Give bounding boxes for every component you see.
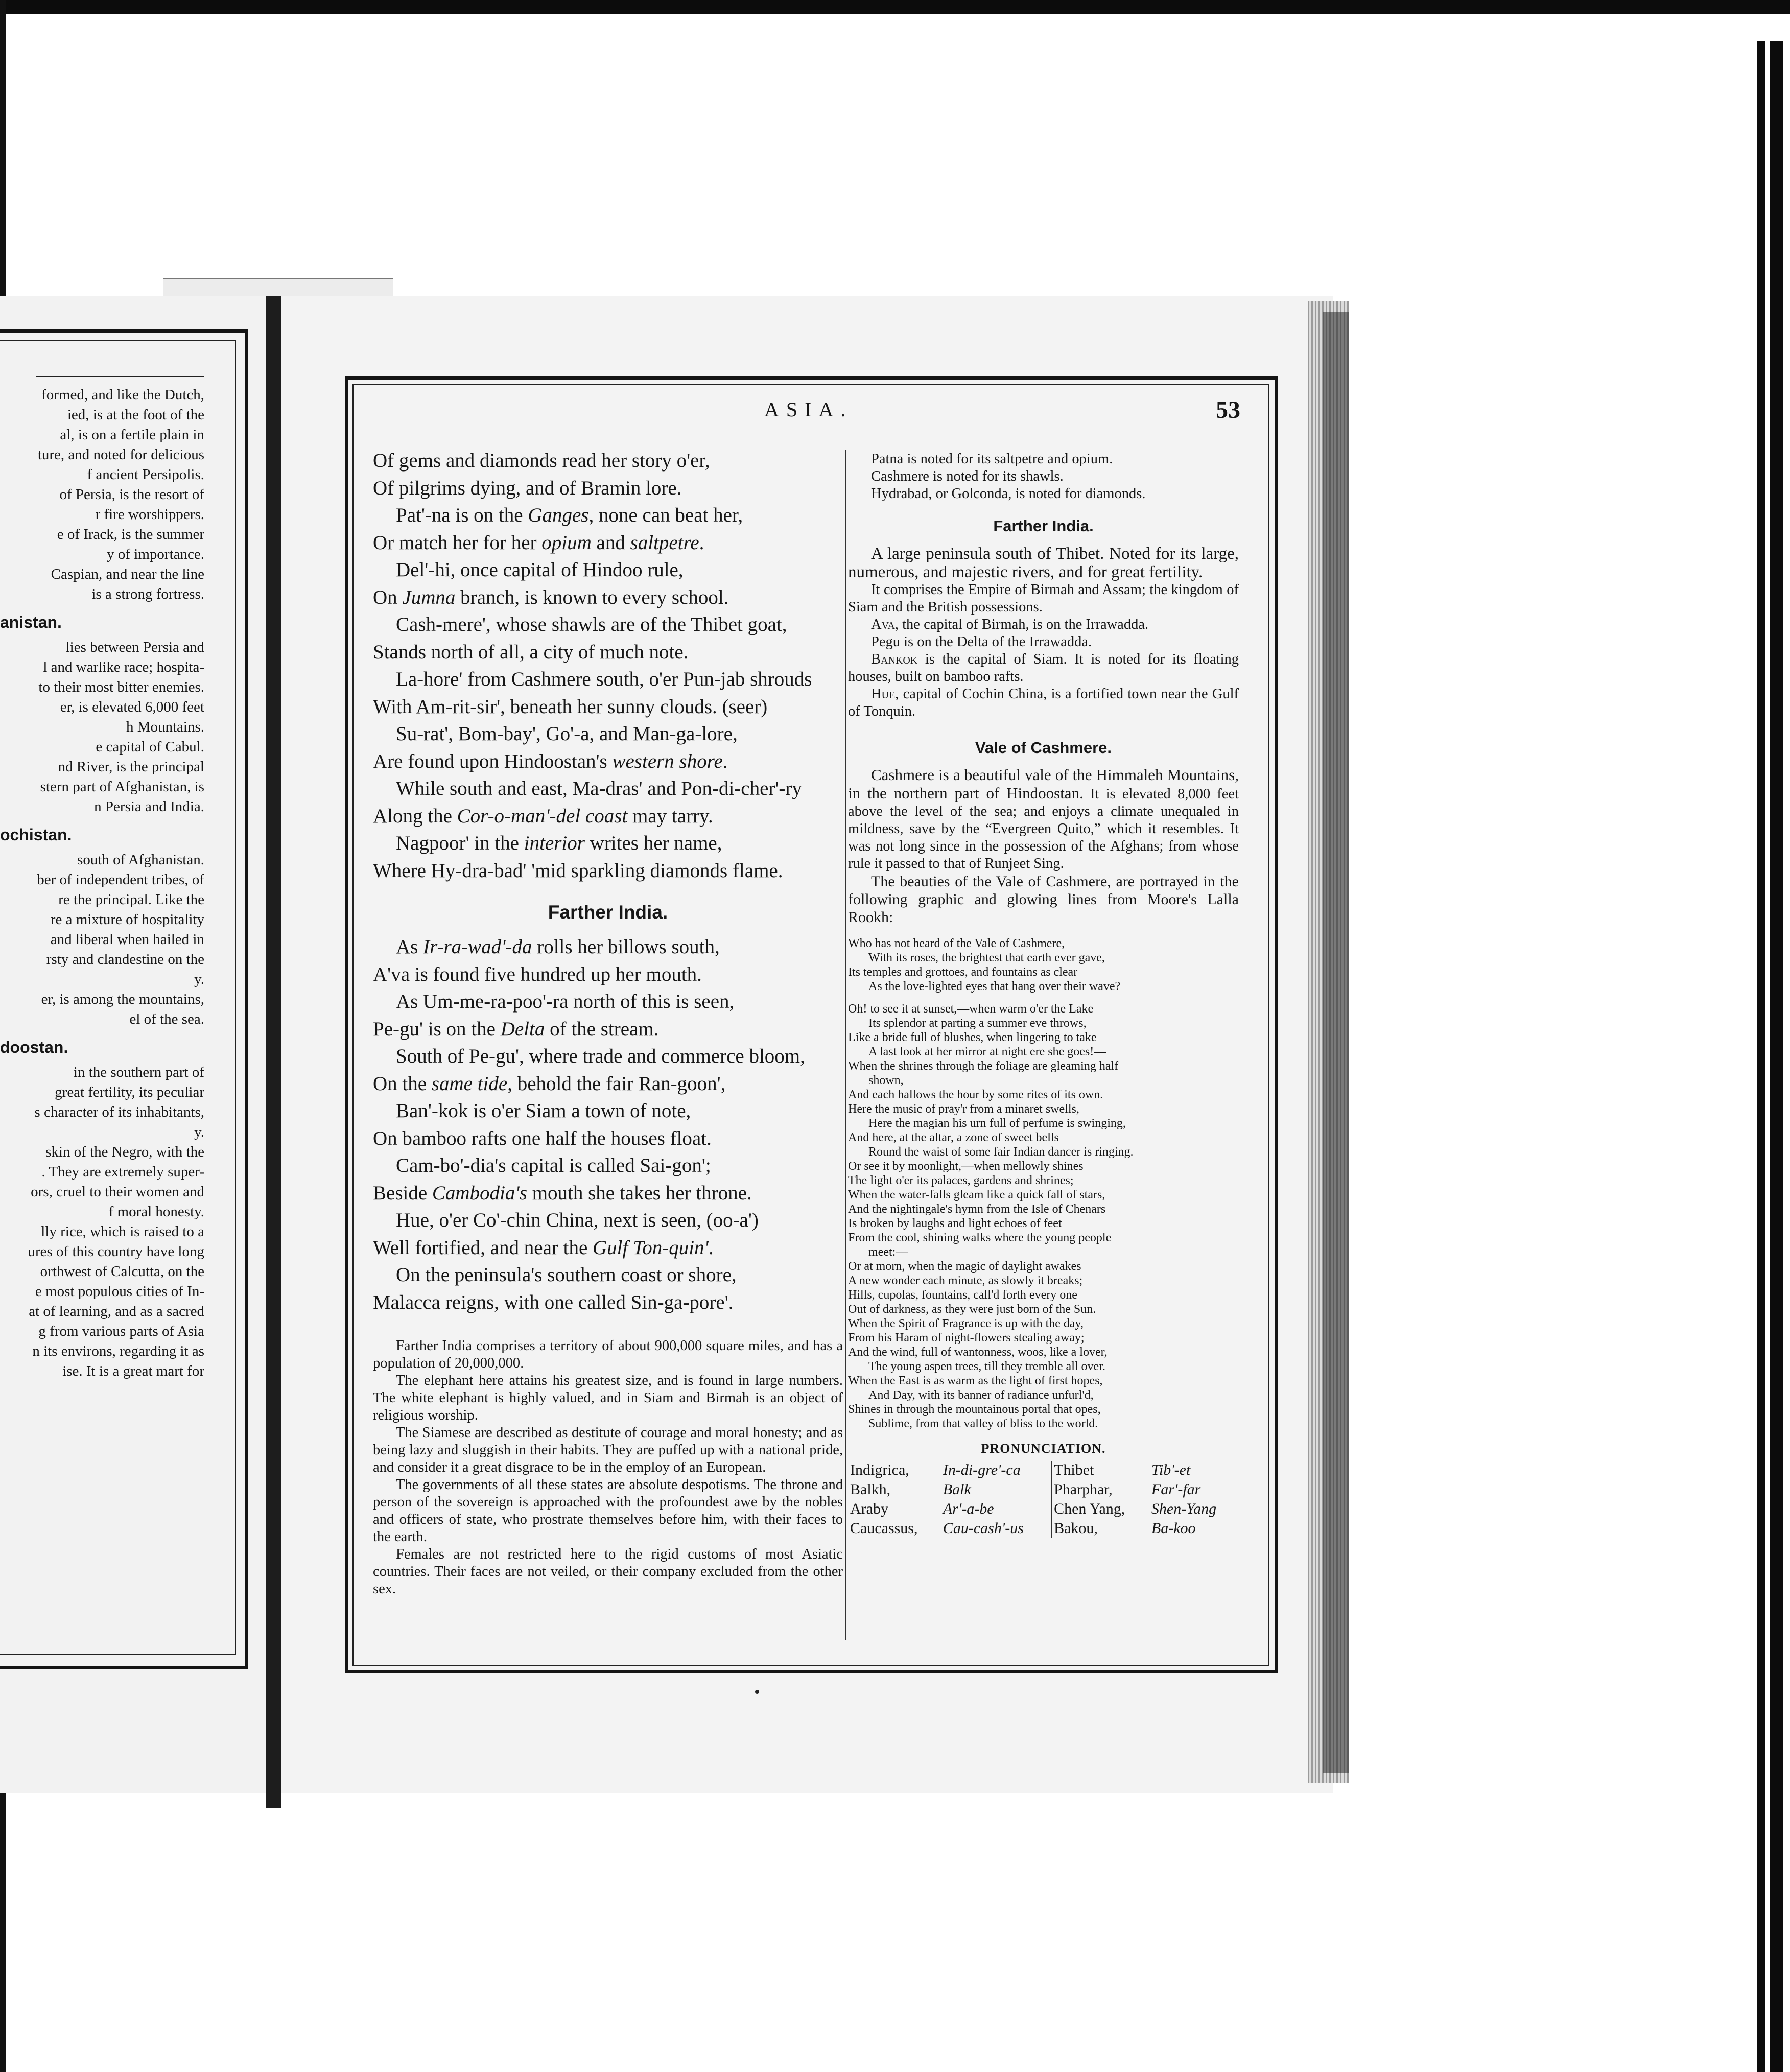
note-paragraph: The elephant here attains his greatest size, and is found in large numbers. The white elephant is highly valued, and in Siam and Birmah is an object of religious worship. [373, 1373, 843, 1423]
pronunciation-guide: Cau-cash'-us [941, 1519, 1051, 1538]
poem-line: Hue, o'er Co'-chin China, next is seen, (oo-a') [396, 1209, 759, 1231]
quote-line: And the wind, full of wantonness, woos, like a lover, [848, 1346, 1108, 1359]
note-paragraph: Females are not restricted here to the rigid customs of most Asiatic countries. Their faces are not veiled, or their company excluded from the other sex. [373, 1546, 843, 1597]
heading-farther-india-prose: Farther India. [993, 517, 1094, 535]
quote-line: With its roses, the brightest that earth ever gave, [868, 951, 1105, 964]
poem-line: Are found upon Hindoostan's western shore. [373, 750, 728, 772]
quote-line: From the cool, shining walks where the young people [848, 1231, 1112, 1244]
left-text-line: south of Afghanistan. [77, 852, 204, 868]
quote-line: Here the music of pray'r from a minaret swells, [848, 1102, 1079, 1116]
pronunciation-table [848, 1461, 1239, 1538]
pronunciation-row [848, 1519, 1239, 1538]
left-text-line: f moral honesty. [108, 1204, 204, 1220]
poem-line: Where Hy-dra-bad' 'mid sparkling diamonds flame. [373, 859, 783, 882]
scan-right-border [1757, 41, 1783, 2072]
farther-india-lead: A large peninsula south of Thibet. Noted for its large, numerous, and majestic rivers, and for great fertility. [848, 545, 1239, 581]
left-page-text [0, 358, 204, 1381]
quote-line: When the shrines through the foliage are gleaming half [848, 1059, 1119, 1073]
quote-line: Sublime, from that valley of bliss to the world. [868, 1417, 1098, 1430]
left-text-line: e of Irack, is the summer [57, 526, 204, 543]
left-text-line: ber of independent tribes, of [37, 872, 204, 888]
vale-lead: Cashmere is a beautiful vale of the Himmaleh Mountains, in the northern part of Hindoostan. [848, 766, 1239, 802]
pronunciation-row [848, 1499, 1239, 1519]
note-line: Cashmere is noted for its shawls. [871, 468, 1064, 484]
left-heading-hindoostan: doostan. [0, 1038, 68, 1056]
poem-hindoostan [373, 447, 843, 884]
quote-line: Oh! to see it at sunset,—when warm o'er the Lake [848, 1002, 1094, 1016]
note-paragraph: The Siamese are described as destitute of courage and moral honesty; and as being lazy and sluggish in their habits. They are puffed up with a national pride, and consider it a great disgrace to be in the employ of an European. [373, 1425, 843, 1475]
hue-text: , capital of Cochin China, is a fortified town near the Gulf of Tonquin. [848, 686, 1239, 719]
left-text-line: r fire worshippers. [95, 506, 204, 523]
quote-line: Out of darkness, as they were just born of the Sun. [848, 1303, 1096, 1316]
left-text-line: y of importance. [107, 546, 204, 562]
pronunciation-row [848, 1480, 1239, 1499]
left-text-line: n its environs, regarding it as [32, 1343, 204, 1359]
poem-line: As Um-me-ra-poo'-ra north of this is seen, [396, 991, 735, 1013]
left-text-line: re the principal. Like the [58, 891, 204, 908]
left-column [373, 447, 843, 1598]
right-column [848, 451, 1239, 1538]
left-top-rule [36, 376, 204, 377]
left-heading-afghanistan: anistan. [0, 613, 62, 631]
print-mark [755, 1690, 759, 1694]
farther-india-empire: It comprises the Empire of Birmah and Assam; the kingdom of Siam and the British possessions. [848, 582, 1239, 615]
pronunciation-guide: Ba-koo [1151, 1520, 1196, 1537]
note-paragraph: Farther India comprises a territory of about 900,000 square miles, and has a population of 20,000,000. [373, 1338, 843, 1371]
left-text-line: er, is elevated 6,000 feet [60, 699, 204, 715]
quote-line: Its temples and grottoes, and fountains as clear [848, 966, 1078, 979]
pronunciation-row [848, 1461, 1239, 1480]
left-text-line: and liberal when hailed in [50, 931, 204, 948]
running-head: ASIA. [764, 398, 853, 421]
left-text-line: h Mountains. [126, 719, 204, 735]
pronunciation-word: Balkh, [850, 1481, 891, 1498]
quote-line: And Day, with its banner of radiance unfurl'd, [868, 1388, 1094, 1402]
quote-line: Who has not heard of the Vale of Cashmere, [848, 937, 1065, 950]
left-text-line: to their most bitter enemies. [38, 679, 204, 695]
poem-line: On the peninsula's southern coast or shore, [396, 1264, 737, 1286]
poem-line: On Jumna branch, is known to every school. [373, 586, 729, 608]
pronunciation-word: Pharphar, [1054, 1481, 1113, 1498]
poem-line: Stands north of all, a city of much note. [373, 641, 689, 663]
poem-line: A'va is found five hundred up her mouth. [373, 963, 702, 985]
pronunciation-guide: Balk [941, 1480, 1051, 1499]
left-text-line: y. [194, 971, 204, 987]
column-rule [845, 450, 846, 1640]
note-line: Hydrabad, or Golconda, is noted for diamonds. [871, 486, 1146, 502]
left-text-line: l and warlike race; hospita- [43, 659, 204, 675]
pronunciation-word: Bakou, [1054, 1520, 1098, 1537]
left-text-line: ture, and noted for delicious [37, 446, 204, 463]
quote-line: When the East is as warm as the light of first hopes, [848, 1374, 1103, 1387]
quote-line: When the water-falls gleam like a quick fall of stars, [848, 1188, 1105, 1202]
poem-line: With Am-rit-sir', beneath her sunny clouds. (seer) [373, 695, 768, 718]
left-text-line: y. [194, 1124, 204, 1140]
left-text-line: e most populous cities of In- [35, 1283, 204, 1300]
left-lines-group-a [0, 385, 204, 604]
quote-line: Is broken by laughs and light echoes of feet [848, 1217, 1062, 1230]
left-text-line: er, is among the mountains, [41, 991, 204, 1007]
poem-line: While south and east, Ma-dras' and Pon-di-cher'-ry [396, 778, 802, 799]
ava-label: Ava [871, 617, 895, 632]
bankok-text: is the capital of Siam. It is noted for its floating houses, built on bamboo rafts. [848, 651, 1239, 685]
heading-vale-of-cashmere: Vale of Cashmere. [975, 739, 1112, 757]
left-text-line: ures of this country have long [28, 1243, 204, 1260]
left-heading-beloochistan: ochistan. [0, 826, 72, 844]
left-text-line: g from various parts of Asia [38, 1323, 204, 1339]
farther-india-ava [848, 616, 1239, 633]
book-spine [266, 296, 281, 1808]
quote-line: A new wonder each minute, as slowly it breaks; [848, 1274, 1083, 1287]
poem-line: South of Pe-gu', where trade and commerce bloom, [396, 1045, 805, 1067]
quote-line: Shines in through the mountainous portal that opes, [848, 1403, 1101, 1416]
poem-line: As Ir-ra-wad'-da rolls her billows south, [396, 936, 720, 958]
quote-line: A last look at her mirror at night ere she goes!— [868, 1045, 1106, 1058]
left-text-line: lies between Persia and [65, 639, 204, 655]
farther-india-pegu: Pegu is on the Delta of the Irrawadda. [871, 634, 1092, 650]
pronunciation-guide: Far'-far [1151, 1481, 1201, 1498]
quote-line: Or at morn, when the magic of daylight awakes [848, 1260, 1081, 1273]
page-number: 53 [1216, 396, 1240, 423]
poem-line: Well fortified, and near the Gulf Ton-quin'. [373, 1236, 714, 1259]
left-text-line: s character of its inhabitants, [34, 1104, 204, 1120]
left-text-line: orthwest of Calcutta, on the [40, 1263, 204, 1280]
left-text-line: at of learning, and as a sacred [29, 1303, 204, 1320]
scan-top-border [0, 0, 1790, 14]
scan-right-border-gap [1765, 41, 1770, 2072]
quote-line: From his Haram of night-flowers stealing away; [848, 1331, 1085, 1345]
left-text-line: . They are extremely super- [41, 1164, 204, 1180]
heading-farther-india-poem: Farther India. [548, 902, 668, 923]
left-text-line: re a mixture of hospitality [50, 911, 204, 928]
left-text-line: n Persia and India. [94, 798, 204, 815]
left-text-line: skin of the Negro, with the [45, 1144, 204, 1160]
left-text-line: al, is on a fertile plain in [60, 427, 204, 443]
quote-line: The young aspen trees, till they tremble all over. [868, 1360, 1105, 1373]
bankok-label: Bankok [871, 651, 918, 667]
quote-line: The light o'er its palaces, gardens and shrines; [848, 1174, 1074, 1187]
poem-line: Along the Cor-o-man'-del coast may tarry. [373, 805, 713, 827]
left-text-line: e capital of Cabul. [96, 739, 204, 755]
pronunciation-guide: In-di-gre'-ca [941, 1461, 1051, 1480]
left-text-line: great fertility, its peculiar [55, 1084, 204, 1100]
quote-line: Like a bride full of blushes, when lingering to take [848, 1031, 1097, 1044]
quote-line: Or see it by moonlight,—when mellowly shines [848, 1160, 1084, 1173]
lalla-rookh-quote-1 [848, 936, 1239, 994]
farther-india-hue [848, 686, 1239, 720]
poem-line: Ban'-kok is o'er Siam a town of note, [396, 1100, 691, 1122]
poem-line: On bamboo rafts one half the houses float. [373, 1127, 712, 1149]
pronunciation-word: Indigrica, [850, 1462, 909, 1478]
poem-line: On the same tide, behold the fair Ran-goon', [373, 1072, 726, 1095]
quote-line: And here, at the altar, a zone of sweet bells [848, 1131, 1059, 1144]
notes-farther-india [373, 1337, 843, 1598]
poem-line: Cash-mere', whose shawls are of the Thibet goat, [396, 614, 787, 635]
poem-line: Of gems and diamonds read her story o'er, [373, 450, 710, 472]
pronunciation-word: Araby [850, 1500, 888, 1517]
quote-line: When the Spirit of Fragrance is up with the day, [848, 1317, 1084, 1330]
notes-hindoostan-products [848, 451, 1239, 503]
poem-line: Pat'-na is on the Ganges, none can beat her, [396, 504, 743, 526]
left-text-line: is a strong fortress. [91, 586, 204, 602]
poem-line: Malacca reigns, with one called Sin-ga-pore'. [373, 1291, 734, 1313]
quote-line: shown, [868, 1074, 904, 1087]
left-text-line: ied, is at the foot of the [67, 407, 204, 423]
vale-description [848, 766, 1239, 873]
left-text-line: f ancient Persipolis. [87, 466, 204, 483]
poem-farther-india [373, 933, 843, 1316]
quote-line: As the love-lighted eyes that hang over their wave? [868, 980, 1121, 993]
quote-line: And each hallows the hour by some rites of its own. [848, 1088, 1103, 1101]
poem-line: Del'-hi, once capital of Hindoo rule, [396, 559, 684, 581]
ava-text: , the capital of Birmah, is on the Irrawadda. [894, 617, 1149, 632]
pronunciation-word: Caucassus, [850, 1520, 918, 1537]
poem-line: Su-rat', Bom-bay', Go'-a, and Man-ga-lore, [396, 723, 738, 745]
vale-intro: The beauties of the Vale of Cashmere, are portrayed in the following graphic and glowing lines from Moore's Lalla Rookh: [848, 873, 1239, 926]
page-edges-shadow [1323, 312, 1349, 1773]
poem-line: Or match her for her opium and saltpetre. [373, 531, 704, 554]
left-text-line: ise. It is a great mart for [62, 1363, 204, 1379]
vale-rest: It is elevated 8,000 feet above the level of the sea; and enjoys a climate unequaled in mildness, save by the “Evergreen Quito,” which it resembles. It was not long since in the possession of the Afghans; from whose rule it passed to that of Runjeet Sing. [848, 786, 1239, 872]
left-text-line: Caspian, and near the line [51, 566, 204, 582]
pronunciation-guide: Shen-Yang [1151, 1500, 1217, 1517]
note-paragraph: The governments of all these states are absolute despotisms. The throne and person of the sovereign is approached with the profoundest awe by the nobles and officers of state, who prostrate themselves before him, with their faces to the earth. [373, 1477, 843, 1545]
page-fold-tab [163, 278, 393, 299]
quote-line: meet:— [868, 1245, 908, 1259]
quote-line: Hills, cupolas, fountains, call'd forth every one [848, 1288, 1077, 1302]
left-text-line: ors, cruel to their women and [31, 1184, 204, 1200]
poem-line: Cam-bo'-dia's capital is called Sai-gon'; [396, 1155, 711, 1176]
poem-line: La-hore' from Cashmere south, o'er Pun-jab shrouds [396, 668, 812, 690]
left-text-line: formed, and like the Dutch, [41, 387, 204, 403]
pronunciation-word: Chen Yang, [1054, 1500, 1125, 1517]
note-line: Patna is noted for its saltpetre and opium. [871, 451, 1113, 467]
poem-line: Pe-gu' is on the Delta of the stream. [373, 1018, 659, 1040]
left-text-line: el of the sea. [129, 1011, 204, 1027]
pronunciation-guide: Tib'-et [1151, 1462, 1191, 1478]
quote-line: Round the waist of some fair Indian dancer is ringing. [868, 1145, 1134, 1159]
hue-label: Hue [871, 686, 896, 702]
farther-india-bankok [848, 651, 1239, 686]
left-text-line: nd River, is the principal [58, 759, 204, 775]
poem-line: Of pilgrims dying, and of Bramin lore. [373, 477, 682, 499]
quote-line: And the nightingale's hymn from the Isle of Chenars [848, 1203, 1106, 1216]
left-lines-group-d [0, 1063, 204, 1381]
left-text-line: rsty and clandestine on the [46, 951, 204, 968]
pronunciation-word: Thibet [1054, 1462, 1094, 1478]
left-lines-group-c [0, 850, 204, 1029]
quote-line: Its splendor at parting a summer eve throws, [868, 1017, 1087, 1030]
pronunciation-title: PRONUNCIATION. [981, 1441, 1106, 1456]
left-text-line: in the southern part of [73, 1064, 204, 1080]
left-text-line: stern part of Afghanistan, is [40, 779, 204, 795]
left-text-line: lly rice, which is raised to a [41, 1223, 204, 1240]
left-lines-group-b [0, 638, 204, 817]
poem-line: Nagpoor' in the interior writes her name, [396, 832, 722, 854]
pronunciation-guide: Ar'-a-be [941, 1499, 1051, 1519]
poem-line: Beside Cambodia's mouth she takes her throne. [373, 1182, 752, 1204]
quote-line: Here the magian his urn full of perfume is swinging, [868, 1117, 1126, 1130]
left-text-line: of Persia, is the resort of [59, 486, 204, 503]
lalla-rookh-quote-2 [848, 1002, 1239, 1431]
